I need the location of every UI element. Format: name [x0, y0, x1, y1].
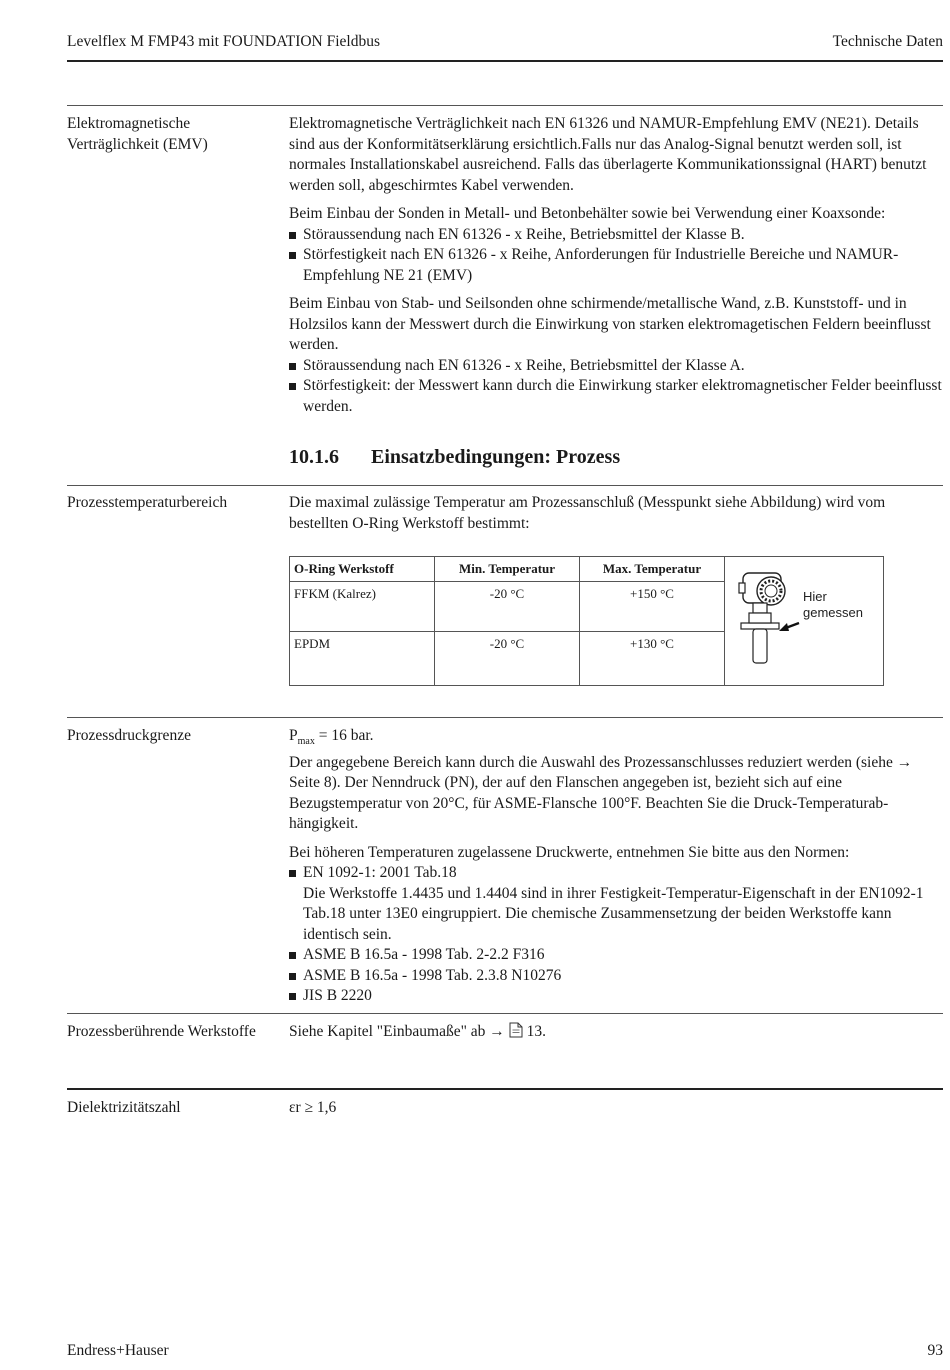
table-header: Min. Temperatur	[435, 557, 580, 582]
bullet-icon	[289, 870, 296, 877]
druck-label: Prozessdruckgrenze	[67, 727, 191, 744]
divider	[67, 105, 943, 106]
divider	[67, 717, 943, 718]
page-icon	[509, 1022, 523, 1038]
figure-label: Hier	[803, 589, 827, 604]
temp-text: Die maximal zulässige Temperatur am Prozessanschluß (Messpunkt siehe Abbildung) wird vom bestellten O-Ring Werkstoff bestimmt:	[289, 494, 886, 532]
figure-cell	[725, 557, 884, 686]
section-number: 10.1.6	[289, 446, 339, 468]
bullet-icon	[289, 252, 296, 259]
header-rule	[67, 60, 943, 62]
bullet-icon	[289, 383, 296, 390]
divider	[67, 1013, 943, 1014]
druck-paragraph-2: Bei höheren Temperaturen zugelassene Druckwerte, entnehmen Sie bitte aus den Normen:	[289, 843, 850, 861]
dielektrizitaet-label: Dielektrizitätszahl	[67, 1099, 181, 1116]
list-item: ASME B 16.5a - 1998 Tab. 2-2.2 F316	[289, 945, 944, 966]
dielektrizitaet-value: εr ≥ 1,6	[289, 1099, 337, 1116]
table-header: Max. Temperatur	[580, 557, 725, 582]
list-item: ASME B 16.5a - 1998 Tab. 2.3.8 N10276	[289, 966, 944, 987]
divider	[67, 1088, 943, 1090]
table-header: O-Ring Werkstoff	[290, 557, 435, 582]
section-heading	[289, 446, 620, 469]
header-chapter: Technische Daten	[832, 33, 943, 50]
emv-paragraph-3: Beim Einbau von Stab- und Seilsonden ohne schirmende/metallische Wand, z.B. Kunststoff- und in Holzsilos kann der Messwert durch die Einwirkung von starken elektromagetischen Feldern beeinflusst werden.	[289, 295, 931, 353]
bullet-icon	[289, 973, 296, 980]
table-cell: +150 °C	[580, 582, 725, 632]
table-cell: -20 °C	[435, 632, 580, 686]
emv-body	[289, 114, 944, 417]
pmax-value: $P_{max} = 16$ bar.	[289, 727, 374, 748]
figure-label: gemessen	[803, 605, 863, 620]
werkstoffe-label: Prozessberührende Werkstoffe	[67, 1023, 256, 1040]
emv-label: Elektromagnetische Verträglichkeit (EMV)	[67, 115, 208, 153]
divider	[67, 485, 943, 486]
page-number: 93	[927, 1342, 943, 1359]
table-header-row	[290, 557, 884, 582]
bullet-icon	[289, 993, 296, 1000]
druck-list	[289, 863, 944, 1007]
bullet-icon	[289, 952, 296, 959]
list-item: Störaussendung nach EN 61326 - x Reihe, Betriebsmittel der Klasse A.	[289, 356, 944, 377]
list-item: Störaussendung nach EN 61326 - x Reihe, Betriebsmittel der Klasse B.	[289, 225, 944, 246]
table-cell: EPDM	[290, 632, 435, 686]
emv-paragraph-2: Beim Einbau der Sonden in Metall- und Betonbehälter sowie bei Verwendung einer Koaxsonde:	[289, 205, 886, 222]
table-cell: +130 °C	[580, 632, 725, 686]
werkstoffe-text: Siehe Kapitel "Einbaumaße" ab → 13.	[289, 1023, 546, 1040]
emv-list-2	[289, 356, 944, 418]
list-item: Störfestigkeit: der Messwert kann durch die Einwirkung starker elektromagnetischer Felder beeinflusst werden.	[289, 376, 944, 417]
emv-list-1	[289, 225, 944, 287]
table-cell: -20 °C	[435, 582, 580, 632]
druck-paragraph-1: Der angegebene Bereich kann durch die Auswahl des Prozessanschlusses reduziert werden (siehe → Seite 8). Der Nenndruck (PN), der auf den Flanschen angegeben ist, bezieht sich auf eine Bezugstemperatur von 20°C, für ASME-Flansche 100°F. Beachten Sie die Druck-Temperaturab-hängigkeit.	[289, 753, 913, 833]
list-item: JIS B 2220	[289, 986, 944, 1007]
emv-paragraph-1: Elektromagnetische Verträglichkeit nach EN 61326 und NAMUR-Empfehlung EMV (NE21). Details sind aus der Konformitätserklärung ersichtlich.Falls nur das Analog-Signal benutzt werden soll, ist normales Installationskabel ausreichend. Falls das überlagerte Kommunikationssignal (HART) benutzt werden soll, abgeschirmtes Kabel verwenden.	[289, 115, 927, 194]
list-item: EN 1092-1: 2001 Tab.18 Die Werkstoffe 1.4435 und 1.4404 sind in ihrer Festigkeit-Temperatur-Eigenschaft in der EN1092-1 Tab.18 unter 13E0 eingruppiert. Die chemische Zusammensetzung der beiden Werkstoffe kann identisch sein.	[289, 863, 944, 945]
bullet-icon	[289, 232, 296, 239]
section-title: Einsatzbedingungen: Prozess	[371, 446, 621, 468]
bullet-icon	[289, 363, 296, 370]
temperature-table	[289, 556, 884, 686]
temp-label: Prozesstemperaturbereich	[67, 494, 228, 511]
druck-body	[289, 726, 944, 1007]
header-title: Levelflex M FMP43 mit FOUNDATION Fieldbus	[67, 33, 381, 50]
table-cell: FFKM (Kalrez)	[290, 582, 435, 632]
sensor-figure-icon	[725, 557, 883, 681]
footer-brand: Endress+Hauser	[67, 1342, 169, 1359]
list-item: Störfestigkeit nach EN 61326 - x Reihe, Anforderungen für Industrielle Bereiche und NAMUR-Empfehlung NE 21 (EMV)	[289, 245, 944, 286]
